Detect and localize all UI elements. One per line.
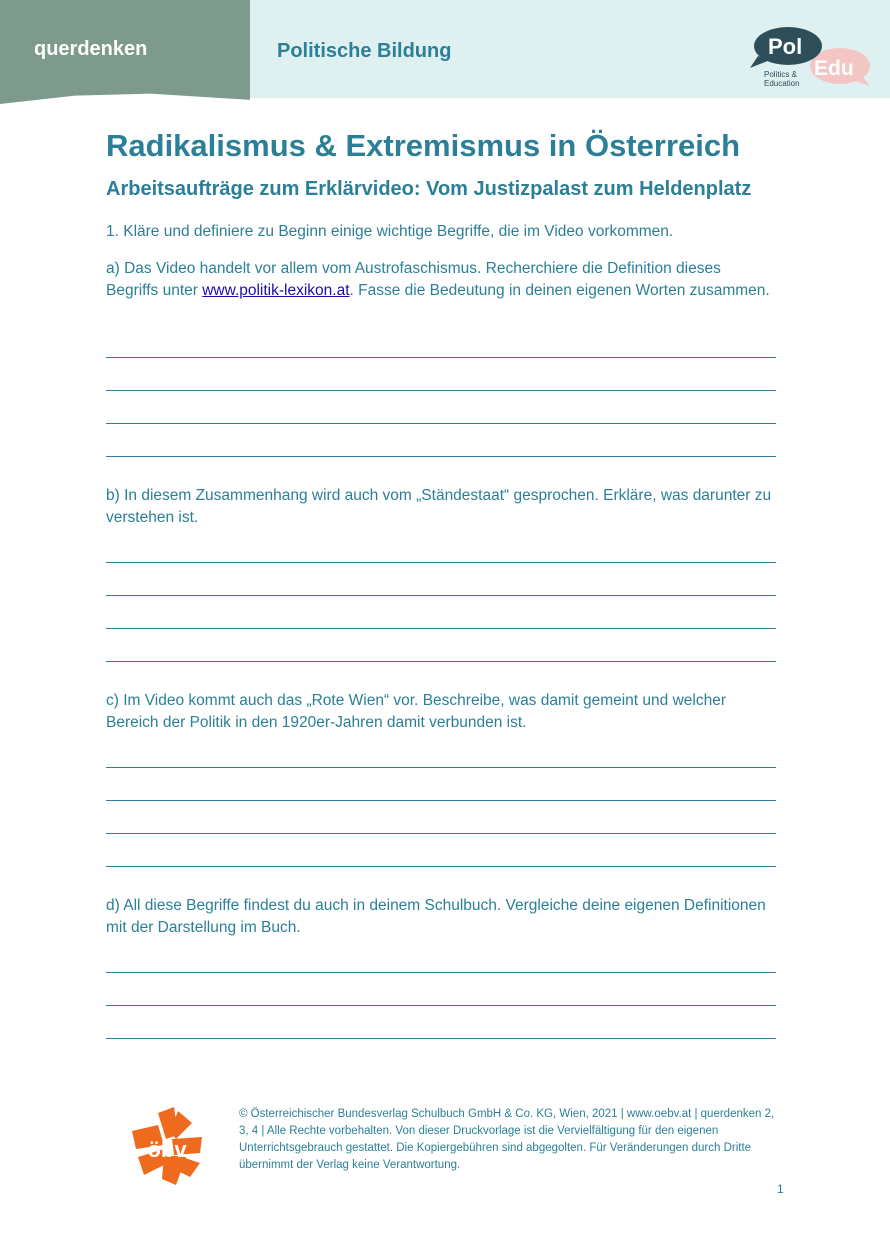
- answer-line[interactable]: [106, 456, 776, 457]
- page-title: Radikalismus & Extremismus in Österreich: [106, 128, 741, 163]
- answer-line[interactable]: [106, 423, 776, 424]
- oebv-logo: [128, 1105, 206, 1187]
- question-a-text-2: . Fasse die Bedeutung in deinen eigenen Worten zusammen.: [349, 282, 770, 299]
- answer-line[interactable]: [106, 628, 776, 629]
- answer-line[interactable]: [106, 767, 776, 768]
- logo-tagline-2: Education: [764, 79, 800, 88]
- answer-line[interactable]: [106, 357, 776, 358]
- copyright-notice: © Österreichischer Bundesverlag Schulbuch GmbH & Co. KG, Wien, 2021 | www.oebv.at | querdenken 2, 3, 4 | Alle Rechte vorbehalten. Von dieser Druckvorlage ist die Vervielfältigung für den eigenen Unterrichtsgebrauch gestattet. Die Kopiergebühren sind abgegolten. Für Veränderungen durch Dritte übernimmt der Verlag keine Verantwortung.: [239, 1108, 775, 1171]
- question-a-text-1: a) Das Video handelt vor allem vom Austrofaschismus. Recherchiere die Definition dieses Begriffs unter: [106, 260, 721, 299]
- politik-lexikon-link[interactable]: www.politik-lexikon.at: [202, 282, 350, 299]
- page-subtitle: Arbeitsaufträge zum Erklärvideo: Vom Justizpalast zum Heldenplatz: [106, 178, 752, 200]
- task-intro: 1. Kläre und definiere zu Beginn einige wichtige Begriffe, die im Video vorkommen.: [106, 223, 674, 240]
- subject-title: Politische Bildung: [277, 40, 452, 62]
- logo-word-edu: Edu: [814, 57, 854, 80]
- question-d: d) All diese Begriffe findest du auch in deinem Schulbuch. Vergleiche deine eigenen Definitionen mit der Darstellung im Buch.: [106, 897, 766, 936]
- answer-line[interactable]: [106, 595, 776, 596]
- question-a: [106, 258, 776, 302]
- logo-tagline-1: Politics &: [764, 70, 797, 79]
- answer-line[interactable]: [106, 1038, 776, 1039]
- answer-line[interactable]: [106, 800, 776, 801]
- question-c: c) Im Video kommt auch das „Rote Wien“ vor. Beschreibe, was damit gemeint und welcher Bereich der Politik in den 1920er-Jahren damit verbunden ist.: [106, 692, 726, 731]
- answer-line[interactable]: [106, 866, 776, 867]
- oebv-logo-text: öbv: [147, 1137, 187, 1162]
- poledu-logo: [748, 22, 876, 92]
- answer-line[interactable]: [106, 661, 776, 662]
- brand-name: querdenken: [34, 38, 148, 60]
- page-number: 1: [777, 1182, 784, 1196]
- question-b: b) In diesem Zusammenhang wird auch vom „Ständestaat“ gesprochen. Erkläre, was darunter zu verstehen ist.: [106, 487, 772, 526]
- answer-line[interactable]: [106, 833, 776, 834]
- answer-line[interactable]: [106, 562, 776, 563]
- answer-line[interactable]: [106, 390, 776, 391]
- answer-line[interactable]: [106, 1005, 776, 1006]
- answer-line[interactable]: [106, 972, 776, 973]
- logo-word-pol: Pol: [768, 34, 803, 59]
